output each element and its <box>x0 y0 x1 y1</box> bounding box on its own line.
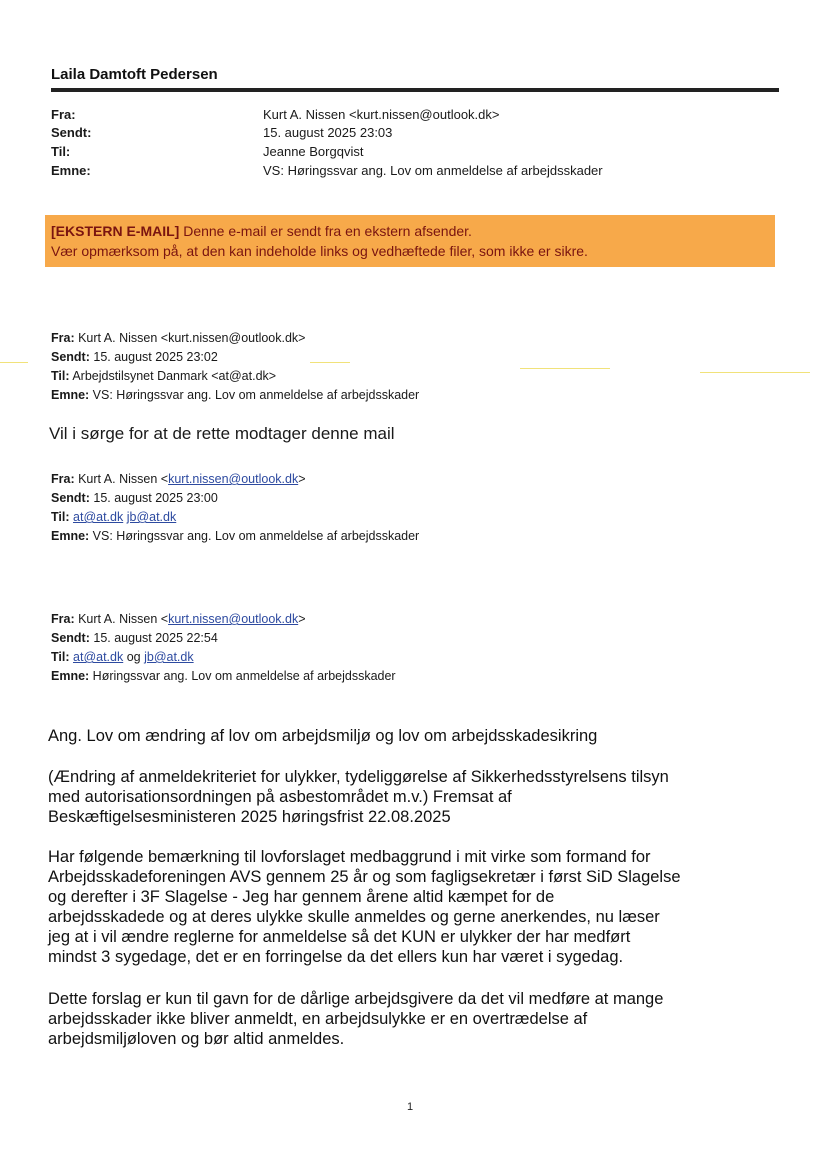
orig-sent-value: 15. august 2025 22:54 <box>89 631 218 645</box>
external-email-banner <box>45 215 775 267</box>
fwd1-sent-value: 15. august 2025 23:02 <box>89 350 218 364</box>
page-number: 1 <box>407 1101 414 1113</box>
scan-mark <box>700 372 810 373</box>
header-sent-value: 15. august 2025 23:03 <box>263 125 393 140</box>
fwd2-from-name: Kurt A. Nissen < <box>74 472 169 486</box>
banner-tag: [EKSTERN E-MAIL] <box>51 223 180 239</box>
header-subject-value: VS: Høringssvar ang. Lov om anmeldelse af arbejdsskader <box>263 163 603 178</box>
fwd2-subject-label: Emne: <box>51 529 90 543</box>
orig-from-close: > <box>298 612 306 626</box>
fwd1-to-label: Til: <box>51 369 70 383</box>
body-p4-line2: arbejdsskader ikke bliver anmeldt, en arbejdsulykke er en overtrædelse af <box>48 1010 588 1028</box>
body-p2-line3: Beskæftigelsesministeren 2025 høringsfrist 22.08.2025 <box>48 808 451 826</box>
body-p3-line6: mindst 3 sygedage, det er en forringelse da det ellers kun har været i sygedag. <box>48 948 624 966</box>
body-paragraph-1 <box>48 726 788 746</box>
fwd1-to-value: Arbejdstilsynet Danmark <at@at.dk> <box>69 369 277 383</box>
fwd1-from-value: Kurt A. Nissen <kurt.nissen@outlook.dk> <box>74 331 306 345</box>
fwd1-subject-label: Emne: <box>51 388 90 402</box>
document-owner-name: Laila Damtoft Pedersen <box>51 66 218 83</box>
fwd2-to-email1-link[interactable]: at@at.dk <box>73 510 124 524</box>
body-p4-line3: arbejdsmiljøloven og bør altid anmeldes. <box>48 1030 345 1048</box>
fwd2-to-email2-link[interactable]: jb@at.dk <box>126 510 177 524</box>
forward-2-header <box>51 470 419 546</box>
body-paragraph-2 <box>48 767 788 827</box>
owner-divider <box>51 88 779 92</box>
fwd2-sent-value: 15. august 2025 23:00 <box>89 491 218 505</box>
body-p4-line1: Dette forslag er kun til gavn for de dårlige arbejdsgivere da det vil medføre at mange <box>48 990 664 1008</box>
fwd2-to-label: Til: <box>51 510 70 524</box>
orig-to-email1-link[interactable]: at@at.dk <box>73 650 124 664</box>
forward-note: Vil i sørge for at de rette modtager denne mail <box>49 424 395 443</box>
orig-from-label: Fra: <box>51 612 75 626</box>
body-paragraph-3 <box>48 847 788 967</box>
header-to-value: Jeanne Borgqvist <box>263 144 364 159</box>
body-p3-line4: arbejdsskadede og at deres ulykke skulle anmeldes og gerne anerkendes, nu læser <box>48 908 660 926</box>
fwd1-from-label: Fra: <box>51 331 75 345</box>
scan-mark <box>520 368 610 369</box>
forward-1-header <box>51 329 419 405</box>
body-paragraph-4 <box>48 989 788 1049</box>
orig-from-email-link[interactable]: kurt.nissen@outlook.dk <box>168 612 299 626</box>
fwd1-sent-label: Sendt: <box>51 350 90 364</box>
fwd1-subject-value: VS: Høringssvar ang. Lov om anmeldelse af arbejdsskader <box>89 388 420 402</box>
body-p1: Ang. Lov om ændring af lov om arbejdsmiljø og lov om arbejdsskadesikring <box>48 727 598 745</box>
original-header <box>51 610 396 686</box>
body-p3-line5: jeg at i vil ændre reglerne for anmeldelse så det KUN er ulykker der har medført <box>48 928 631 946</box>
orig-to-join: og <box>123 650 145 664</box>
fwd2-from-email-link[interactable]: kurt.nissen@outlook.dk <box>168 472 299 486</box>
body-p2-line2: med autorisationsordningen på asbestområdet m.v.) Fremsat af <box>48 788 512 806</box>
orig-to-label: Til: <box>51 650 70 664</box>
orig-subject-label: Emne: <box>51 669 90 683</box>
header-from-label: Fra: <box>51 107 76 122</box>
body-p3-line2: Arbejdsskadeforeningen AVS gennem 25 år og som fagligsekretær i først SiD Slagelse <box>48 868 681 886</box>
body-p2-line1: (Ændring af anmeldekriteriet for ulykker, tydeliggørelse af Sikkerhedsstyrelsens tilsyn <box>48 768 669 786</box>
body-p3-line1: Har følgende bemærkning til lovforslaget medbaggrund i mit virke som formand for <box>48 848 651 866</box>
header-to-label: Til: <box>51 144 71 159</box>
orig-to-email2-link[interactable]: jb@at.dk <box>144 650 194 664</box>
scan-mark <box>0 362 28 363</box>
banner-line2: Vær opmærksom på, at den kan indeholde links og vedhæftede filer, som ikke er sikre. <box>51 243 588 259</box>
orig-from-name: Kurt A. Nissen < <box>74 612 169 626</box>
banner-line1: Denne e-mail er sendt fra en ekstern afsender. <box>179 223 472 239</box>
header-sent-label: Sendt: <box>51 125 92 140</box>
fwd2-from-close: > <box>298 472 306 486</box>
fwd2-sent-label: Sendt: <box>51 491 90 505</box>
header-subject-label: Emne: <box>51 163 91 178</box>
orig-subject-value: Høringssvar ang. Lov om anmeldelse af arbejdsskader <box>89 669 396 683</box>
fwd2-subject-value: VS: Høringssvar ang. Lov om anmeldelse af arbejdsskader <box>89 529 420 543</box>
scan-mark <box>310 362 350 363</box>
header-from-value: Kurt A. Nissen <kurt.nissen@outlook.dk> <box>263 107 500 122</box>
fwd2-from-label: Fra: <box>51 472 75 486</box>
orig-sent-label: Sendt: <box>51 631 90 645</box>
body-p3-line3: og derefter i 3F Slagelse - Jeg har gennem årene altid kæmpet for de <box>48 888 555 906</box>
